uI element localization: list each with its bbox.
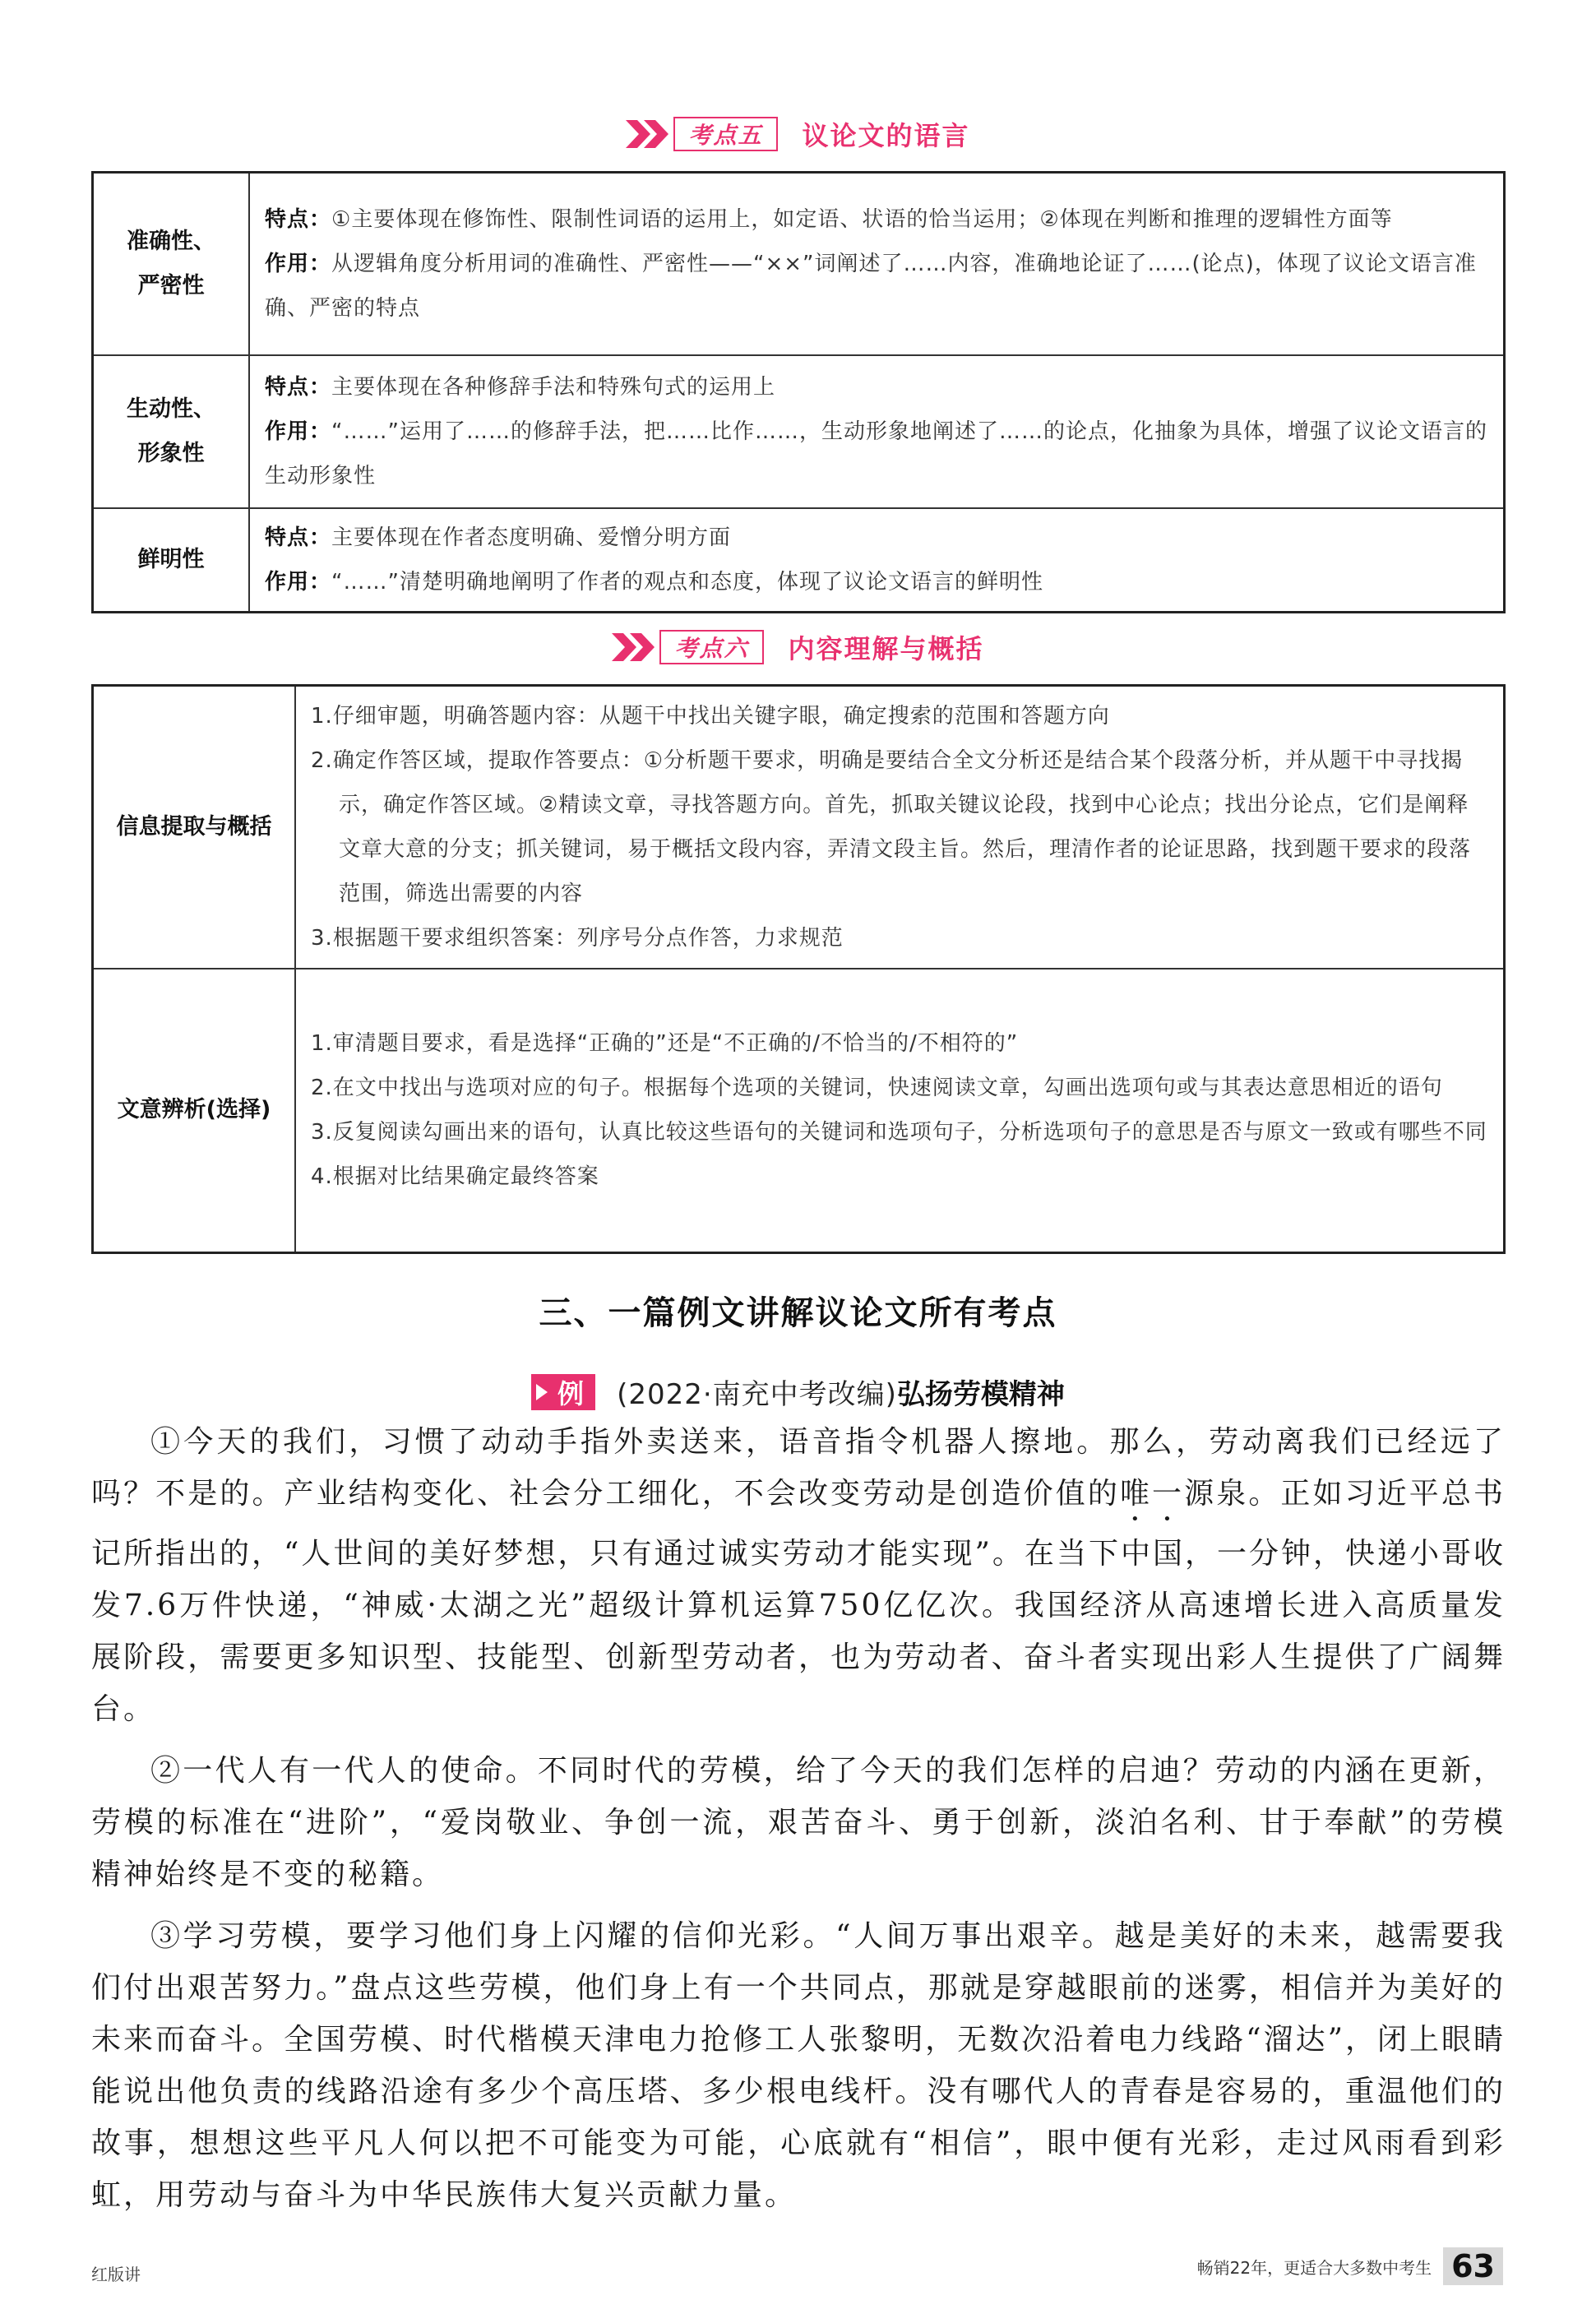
list-item: 2.在文中找出与选项对应的句子。根据每个选项的关键词，快速阅读文章，勾画出选项句或与其表达意思相近的语句 — [311, 1076, 1443, 1101]
row-content — [295, 969, 1505, 1253]
part-three-heading: 三、一篇例文讲解议论文所有考点 — [539, 1294, 1057, 1332]
example-tag: 例 — [531, 1374, 595, 1410]
section-five-header — [0, 113, 1596, 155]
paragraph: ②一代人有一代人的使命。不同时代的劳模，给了今天的我们怎样的启迪？劳动的内涵在更新，劳模的标准在“进阶”，“爱岗敬业、争创一流，艰苦奋斗、勇于创新，淡泊名利、甘于奉献”的劳模精神始终是不变的秘籍。 — [91, 1754, 1506, 1891]
double-chevron-icon — [626, 118, 672, 150]
list-item: 3.根据题干要求组织答案：列序号分点作答，力求规范 — [311, 925, 844, 951]
play-triangle-icon — [536, 1384, 548, 1400]
footer-brand: 红版讲 — [91, 2265, 141, 2284]
row-label: 准确性、严密性 — [93, 173, 250, 355]
table-row — [93, 173, 1505, 355]
row-label: 生动性、形象性 — [93, 355, 250, 508]
row-content: 特点：①主要体现在修饰性、限制性词语的运用上，如定语、状语的恰当运用；②体现在判断和推理的逻辑性方面等 作用：从逻辑角度分析用词的准确性、严密性——“××”词阐述了……内容，准确地论证了……(论点)，体现了议论文语言准确、严密的特点 — [249, 173, 1505, 355]
example-source: (2022·南充中考改编) — [617, 1378, 897, 1411]
table-row — [93, 508, 1505, 613]
row-content: 特点：主要体现在各种修辞手法和特殊句式的运用上 作用：“……”运用了……的修辞手法，把……比作……，生动形象地阐述了……的论点，化抽象为具体，增强了议论文语言的生动形象性 — [249, 355, 1505, 508]
footer-slogan: 畅销22年，更适合大多数中考生 — [1196, 2257, 1432, 2278]
page-number: 63 — [1443, 2247, 1503, 2285]
table-row — [93, 969, 1505, 1253]
section-five-title: 议论文的语言 — [802, 120, 970, 151]
section-five-badge — [626, 117, 777, 151]
article-passage — [91, 1416, 1506, 2221]
table-row — [93, 355, 1505, 508]
list-item: 3.反复阅读勾画出来的语句，认真比较这些语句的关键词和选项句子，分析选项句子的意思是否与原文一致或有哪些不同 — [311, 1120, 1487, 1145]
example-line — [0, 1372, 1596, 1412]
list-item: 1.审清题目要求，看是选择“正确的”还是“不正确的/不恰当的/不相符的” — [311, 1031, 1019, 1057]
list-item: 4.根据对比结果确定最终答案 — [311, 1164, 599, 1190]
list-item: 1.仔细审题，明确答题内容：从题干中找出关键字眼，确定搜索的范围和答题方向 — [311, 703, 1110, 729]
emphasized-word: 唯一 — [1119, 1477, 1185, 1511]
footer-right — [1197, 2247, 1503, 2285]
paragraph: ①今天的我们，习惯了动动手指外卖送来，语音指令机器人擦地。那么，劳动离我们已经远了吗？不是的。产业结构变化、社会分工细化，不会改变劳动是创造价值的唯一源泉。正如习近平总书记所指出的，“人世间的美好梦想，只有通过诚实劳动才能实现”。在当下中国，一分钟，快递小哥收发7.6万件快递，“神威·太湖之光”超级计算机运算750亿亿次。我国经济从高速增长进入高质量发展阶段，需要更多知识型、技能型、创新型劳动者，也为劳动者、奋斗者实现出彩人生提供了广阔舞台。 — [91, 1425, 1506, 1726]
section-six-title: 内容理解与概括 — [788, 633, 984, 664]
section-six-badge-label: 考点六 — [659, 630, 763, 664]
table-row — [93, 686, 1505, 969]
section-six-badge — [612, 630, 763, 664]
list-item: 2.确定作答区域，提取作答要点：①分析题干要求，明确是要结合全文分析还是结合某个段落分析，并从题干中寻找揭示，确定作答区域。②精读文章，寻找答题方向。首先，抓取关键议论段，找到中心论点；找出分论点，它们是阐释文章大意的分支；抓关键词，易于概括文段内容，弄清文段主旨。然后，理清作者的论证思路，找到题干要求的段落范围，筛选出需要的内容 — [311, 747, 1472, 906]
double-chevron-icon — [612, 632, 658, 663]
section-five-badge-label: 考点五 — [673, 117, 777, 151]
content-comprehension-table — [91, 684, 1506, 1254]
row-label: 鲜明性 — [93, 508, 250, 613]
language-features-table — [91, 171, 1506, 613]
row-label: 信息提取与概括 — [93, 686, 296, 969]
row-content — [295, 686, 1505, 969]
article-title: 弘扬劳模精神 — [896, 1378, 1065, 1411]
section-six-header — [0, 627, 1596, 668]
row-content: 特点：主要体现在作者态度明确、爱憎分明方面 作用：“……”清楚明确地阐明了作者的观点和态度，体现了议论文语言的鲜明性 — [249, 508, 1505, 613]
row-label: 文意辨析(选择) — [93, 969, 296, 1253]
paragraph: ③学习劳模，要学习他们身上闪耀的信仰光彩。“人间万事出艰辛。越是美好的未来，越需要我们付出艰苦努力。”盘点这些劳模，他们身上有一个共同点，那就是穿越眼前的迷雾，相信并为美好的未来而奋斗。全国劳模、时代楷模天津电力抢修工人张黎明，无数次沿着电力线路“溜达”，闭上眼睛能说出他负责的线路沿途有多少个高压塔、多少根电线杆。没有哪代人的青春是容易的，重温他们的故事，想想这些平凡人何以把不可能变为可能，心底就有“相信”，眼中便有光彩，走过风雨看到彩虹，用劳动与奋斗为中华民族伟大复兴贡献力量。 — [91, 1919, 1506, 2212]
